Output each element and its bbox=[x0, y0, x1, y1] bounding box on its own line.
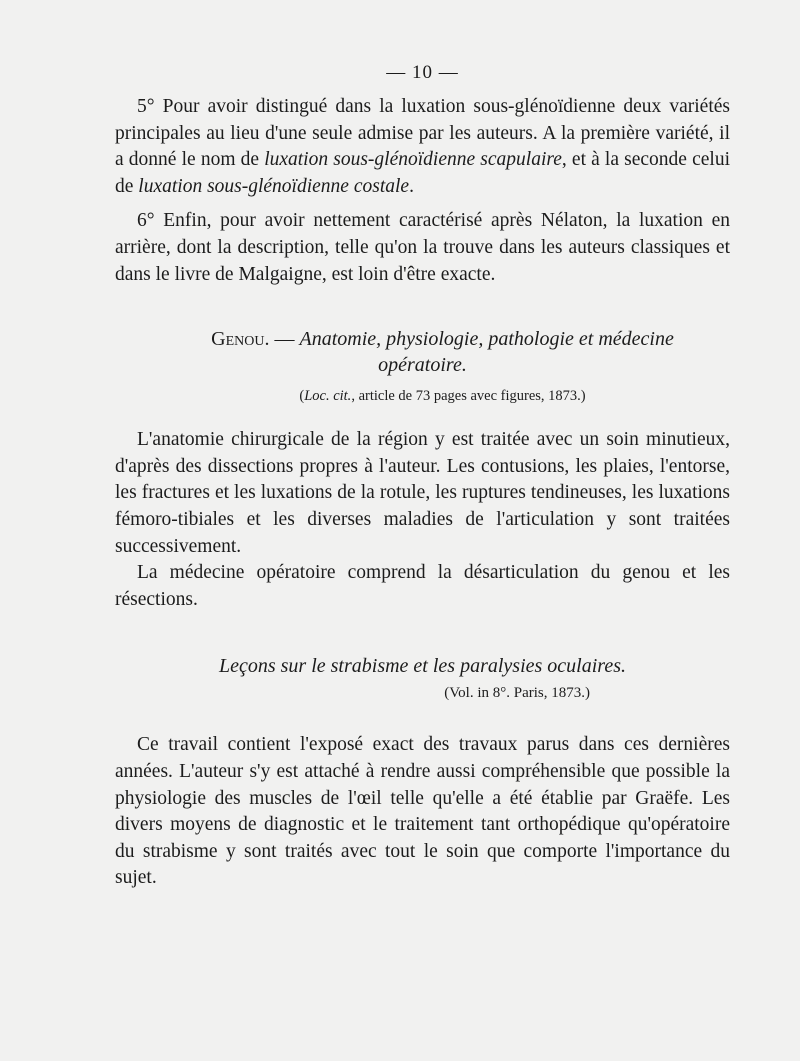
section-title-line2: opératoire. bbox=[378, 354, 467, 377]
citation-loc: Loc. cit. bbox=[304, 388, 352, 405]
section2-body: Ce travail contient l'exposé exact des travaux parus dans ces dernières années. L'auteur s'y est attaché à rendre aussi compréhensible que possible la physiologie des muscles de l'œil telle qu'elle a été établie par Graëfe. Les divers moyens de diagnostic et le traitement tant orthopédique qu'opératoire du strabisme y sont traités avec tout le soin que comporte l'importance du sujet. bbox=[115, 734, 730, 889]
paragraph-item-5 bbox=[115, 94, 730, 200]
p1-mid: , et à la seconde celui de bbox=[115, 149, 730, 197]
p1-term-scapulaire: luxation sous-glénoïdienne scapulaire bbox=[264, 149, 562, 171]
p1-term-costale: luxation sous-glénoïdienne costale bbox=[138, 175, 410, 197]
p1-end: . bbox=[409, 175, 414, 197]
section1-body-anatomy: L'anatomie chirurgicale de la région y est traitée avec un soin minutieux, d'après des dissections propres à l'auteur. Les contusions, les plaies, l'entorse, les fractures et les luxations de la rotule, les ruptures tendineuses, les luxations fémoro-tibiales et les diverses maladies de l'articulation y sont traitées successivement. bbox=[115, 429, 730, 557]
citation-open: ( bbox=[299, 388, 305, 405]
citation-rest: , article de 73 pages avec figures, 1873.) bbox=[351, 388, 586, 405]
heading-dash: — bbox=[269, 328, 300, 351]
p1-lead: 5° Pour avoir distingué dans la luxation sous-glénoïdienne deux variétés principales au lieu d'une seule admise par les auteurs. A la première variété, il a donné le nom de bbox=[115, 96, 730, 171]
section-heading-strabisme: Leçons sur le strabisme et les paralysies oculaires. bbox=[218, 655, 626, 678]
paragraph-item-6: 6° Enfin, pour avoir nettement caractérisé après Nélaton, la luxation en arrière, dont la description, telle qu'on la trouve dans les auteurs classiques et dans le livre de Malgaigne, est loin d'être exacte. bbox=[115, 210, 730, 285]
section-author: Genou. bbox=[211, 328, 270, 351]
section-title-line1: Anatomie, physiologie, pathologie et médecine bbox=[299, 328, 674, 351]
section2-citation: (Vol. in 8°. Paris, 1873.) bbox=[444, 685, 590, 702]
section-citation bbox=[115, 388, 730, 405]
section1-body-surgery: La médecine opératoire comprend la désarticulation du genou et les résections. bbox=[115, 562, 730, 610]
section-heading-genou bbox=[115, 326, 730, 352]
page-number: — 10 — bbox=[386, 62, 459, 83]
